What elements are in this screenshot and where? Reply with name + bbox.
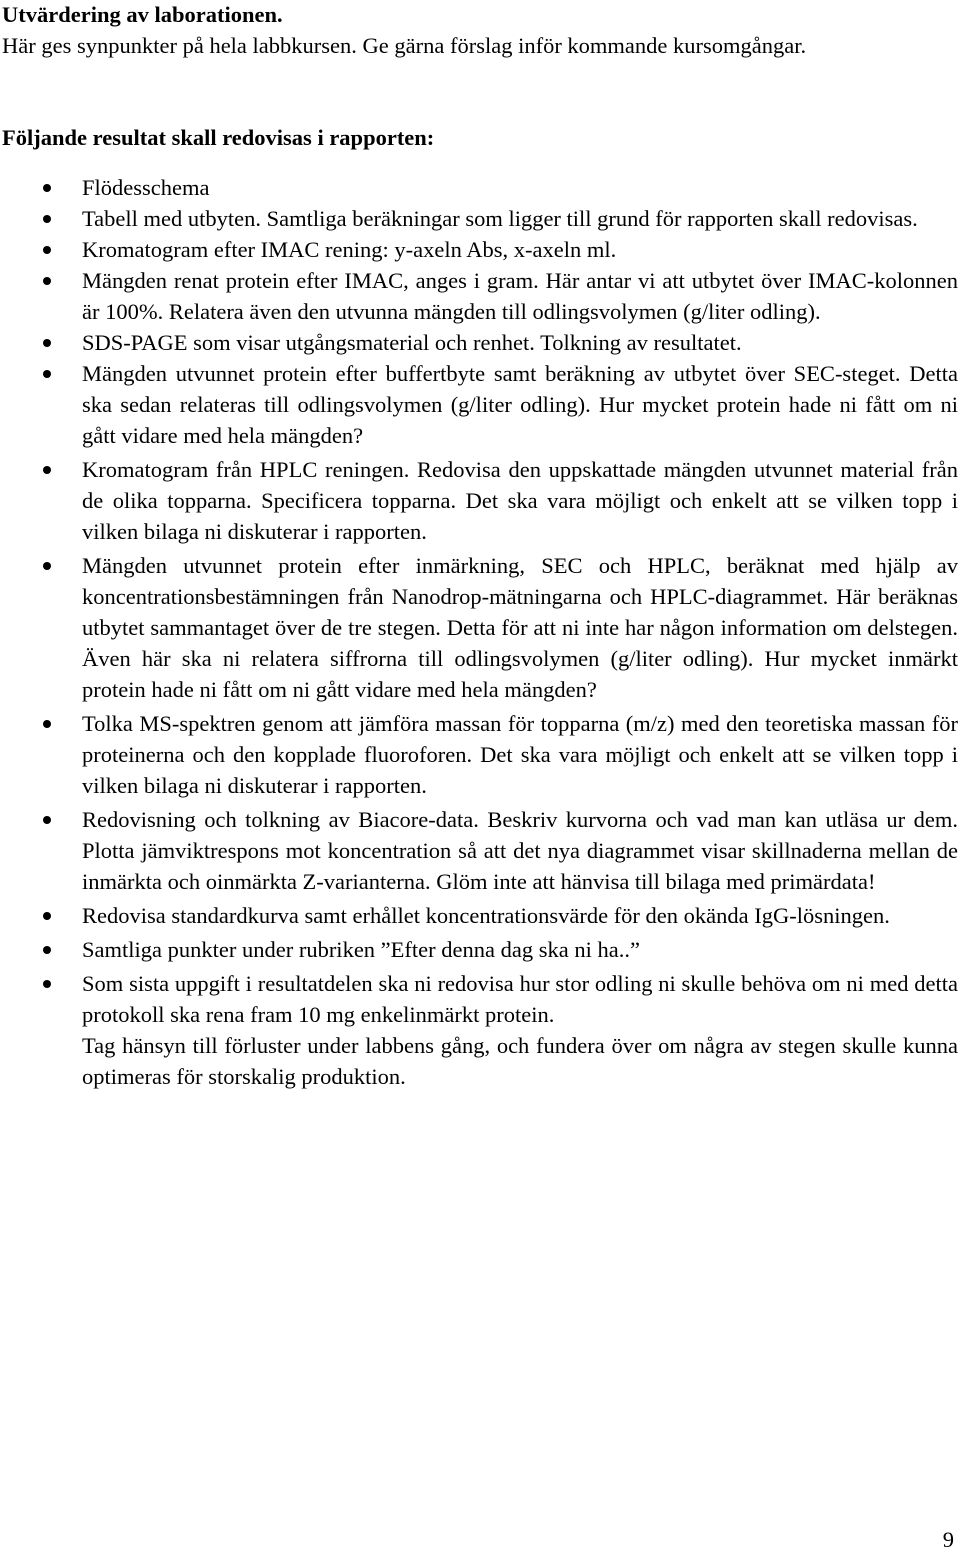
list-item <box>2 708 958 801</box>
bullet-icon <box>43 370 51 378</box>
bullet-icon <box>43 720 51 728</box>
list-item <box>2 265 958 327</box>
list-item-text: Flödesschema <box>82 175 210 200</box>
list-item-text: Tolka MS-spektren genom att jämföra massan för topparna (m/z) med den teoretiska massan för proteinerna och den kopplade fluoroforen. Det ska vara möjligt och enkelt att se vilken topp i vilken bilaga ni diskuterar i rapporten. <box>82 711 958 798</box>
bullet-icon <box>43 184 51 192</box>
results-list <box>2 172 958 1030</box>
list-item <box>2 804 958 897</box>
list-item-text: Mängden utvunnet protein efter buffertbyte samt beräkning av utbytet över SEC-steget. Detta ska sedan relateras till odlingsvolymen (g/liter odling). Hur mycket protein hade ni fått om ni gått vidare med hela mängden? <box>82 361 958 448</box>
bullet-icon <box>43 246 51 254</box>
list-item-text: Mängden renat protein efter IMAC, anges i gram. Här antar vi att utbytet över IMAC-kolonnen är 100%. Relatera även den utvunna mängden till odlingsvolymen (g/liter odling). <box>82 268 958 324</box>
document-page <box>2 0 958 1092</box>
list-item <box>2 234 958 265</box>
list-item-text: Kromatogram efter IMAC rening: y-axeln Abs, x-axeln ml. <box>82 237 617 262</box>
list-item <box>2 172 958 203</box>
list-item-text: Mängden utvunnet protein efter inmärkning, SEC och HPLC, beräknat med hjälp av koncentrationsbestämningen från Nanodrop-mätningarna och HPLC-diagrammet. Här beräknas utbytet sammantaget över de tre stegen. Detta för att ni inte har någon information om delstegen. Även här ska ni relatera siffrorna till odlingsvolymen (g/liter odling). Hur mycket inmärkt protein hade ni fått om ni gått vidare med hela mängden? <box>82 553 958 702</box>
bullet-icon <box>43 466 51 474</box>
bullet-icon <box>43 912 51 920</box>
list-item <box>2 327 958 358</box>
list-item <box>2 454 958 547</box>
bullet-icon <box>43 980 51 988</box>
bullet-icon <box>43 816 51 824</box>
bullet-icon <box>43 562 51 570</box>
section-heading: Följande resultat skall redovisas i rapporten: <box>2 125 435 150</box>
list-item-text: Kromatogram från HPLC reningen. Redovisa den uppskattade mängden utvunnet material från de olika topparna. Specificera topparna. Det ska vara möjligt och enkelt att se vilken topp i vilken bilaga ni diskuterar i rapporten. <box>82 457 958 544</box>
bullet-icon <box>43 946 51 954</box>
bullet-icon <box>43 277 51 285</box>
document-title: Utvärdering av laborationen. <box>2 2 283 27</box>
list-item-text: Redovisa standardkurva samt erhållet koncentrationsvärde för den okända IgG-lösningen. <box>82 903 890 928</box>
list-item <box>2 968 958 1030</box>
list-item <box>2 900 958 931</box>
list-item-text: Redovisning och tolkning av Biacore-data. Beskriv kurvorna och vad man kan utläsa ur dem. Plotta jämviktrespons mot koncentration så att det nya diagrammet visar skillnaderna mellan de inmärkta och oinmärkta Z-varianterna. Glöm inte att hänvisa till bilaga med primärdata! <box>82 807 958 894</box>
bullet-icon <box>43 339 51 347</box>
list-item-text: SDS-PAGE som visar utgångsmaterial och renhet. Tolkning av resultatet. <box>82 330 742 355</box>
list-item <box>2 203 958 234</box>
page-number: 9 <box>942 1527 954 1552</box>
list-item <box>2 358 958 451</box>
list-item-text: Samtliga punkter under rubriken ”Efter denna dag ska ni ha..” <box>82 937 640 962</box>
trailing-paragraph: Tag hänsyn till förluster under labbens gång, och fundera över om några av stegen skulle kunna optimeras för storskalig produktion. <box>82 1033 958 1089</box>
list-item-text: Tabell med utbyten. Samtliga beräkningar som ligger till grund för rapporten skall redovisas. <box>82 206 918 231</box>
list-item <box>2 550 958 705</box>
bullet-icon <box>43 215 51 223</box>
intro-paragraph: Här ges synpunkter på hela labbkursen. Ge gärna förslag inför kommande kursomgångar. <box>2 33 807 58</box>
list-item <box>2 934 958 965</box>
list-item-text: Som sista uppgift i resultatdelen ska ni redovisa hur stor odling ni skulle behöva om ni med detta protokoll ska rena fram 10 mg enkelinmärkt protein. <box>82 971 958 1027</box>
